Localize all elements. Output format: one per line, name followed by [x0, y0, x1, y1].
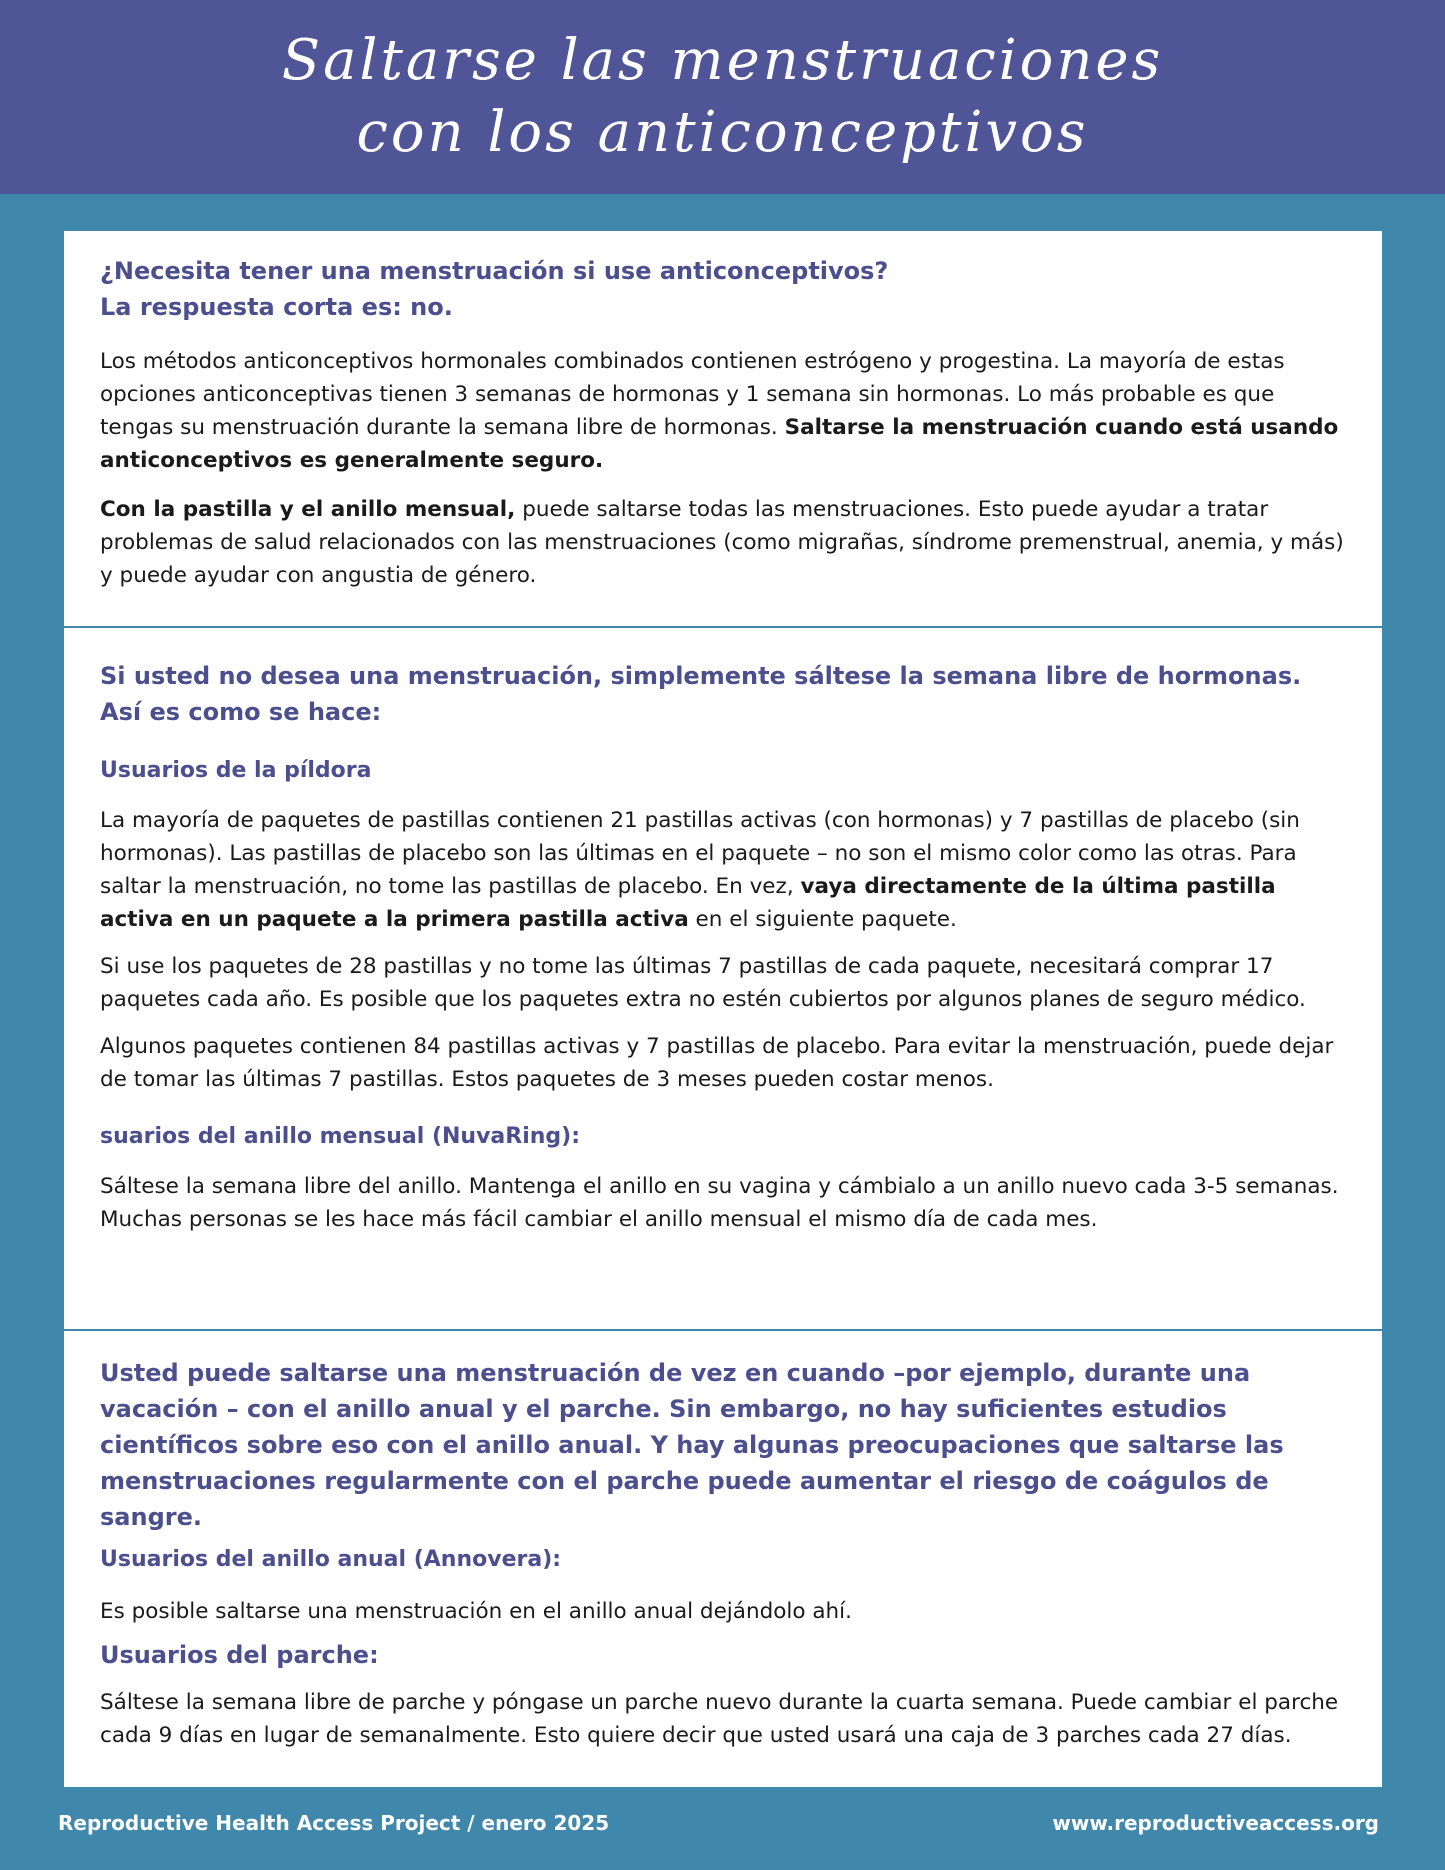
- section-card-occasional: [64, 1331, 1382, 1787]
- page-footer: [58, 1805, 1379, 1841]
- ring-users-heading: suarios del anillo mensual (NuvaRing):: [100, 1124, 581, 1149]
- section-1-paragraph-1-bold: Saltarse la menstruación cuando está usando anticonceptivos es generalmente seguro.: [100, 415, 1339, 473]
- section-1-paragraph-2: [100, 493, 1346, 592]
- section-3-heading: Usted puede saltarse una menstruación de vez en cuando –por ejemplo, durante una vacación – con el anillo anual y el parche. Sin embargo, no hay suficientes estudios científicos sobre eso con el anillo anual. Y hay algunas preocupaciones que saltarse las menstruaciones regularmente con el parche puede aumentar el riesgo de coágulos de sangre.: [100, 1359, 1284, 1531]
- pill-users-heading: Usuarios de la píldora: [100, 758, 372, 783]
- pill-paragraph-3: Algunos paquetes contienen 84 pastillas activas y 7 pastillas de placebo. Para evitar la menstruación, puede dejar de tomar las últimas 7 pastillas. Estos paquetes de 3 meses pueden costar menos.: [100, 1034, 1334, 1092]
- section-1-paragraph-1: [100, 345, 1346, 477]
- pill-paragraph-1-text-b: en el siguiente paquete.: [695, 907, 957, 932]
- pill-paragraph-1: [100, 804, 1346, 936]
- patch-paragraph: Sáltese la semana libre de parche y póngase un parche nuevo durante la cuarta semana. Puede cambiar el parche cada 9 días en lugar de semanalmente. Esto quiere decir que usted usará una caja de 3 parches cada 27 días.: [100, 1690, 1339, 1748]
- section-1-heading-line-1: ¿Necesita tener una menstruación si use anticonceptivos?: [100, 257, 889, 285]
- annual-ring-heading: Usuarios del anillo anual (Annovera):: [100, 1547, 562, 1572]
- section-1-paragraph-2-text: puede saltarse todas las menstruaciones. Esto puede ayudar a tratar problemas de salud relacionados con las menstruaciones (como migrañas, síndrome premenstrual, anemia, y más) y puede ayudar con angustia de género.: [100, 497, 1344, 588]
- pill-paragraph-1-text-a: La mayoría de paquetes de pastillas contienen 21 pastillas activas (con hormonas) y 7 pastillas de placebo (sin hormonas). Las pastillas de placebo son las últimas en el paquete – no son el mismo color como las otras. Para saltar la menstruación, no tome las pastillas de placebo. En vez,: [100, 808, 1300, 899]
- section-1-paragraph-2-bold: Con la pastilla y el anillo mensual,: [100, 497, 516, 522]
- section-1-heading-line-2: La respuesta corta es: no.: [100, 293, 453, 321]
- section-card-intro: [64, 231, 1382, 626]
- patch-users-heading: Usuarios del parche:: [100, 1641, 379, 1669]
- annual-ring-paragraph: Es posible saltarse una menstruación en el anillo anual dejándolo ahí.: [100, 1599, 852, 1624]
- footer-website-link[interactable]: www.reproductiveaccess.org: [1052, 1811, 1379, 1835]
- page-title-line-1: Saltarse las menstruaciones: [281, 28, 1164, 93]
- page-title-line-2: con los anticonceptivos: [356, 100, 1089, 165]
- page-header: [0, 0, 1445, 194]
- footer-organization-date: Reproductive Health Access Project / enero 2025: [58, 1811, 610, 1835]
- pill-paragraph-2: Si use los paquetes de 28 pastillas y no tome las últimas 7 pastillas de cada paquete, necesitará comprar 17 paquetes cada año. Es posible que los paquetes extra no estén cubiertos por algunos planes de seguro médico.: [100, 954, 1306, 1012]
- section-1-heading: [100, 253, 1346, 325]
- pill-paragraph-1-bold: vaya directamente de la última pastilla activa en un paquete a la primera pastilla activa: [100, 874, 1276, 932]
- section-card-how-to: [64, 628, 1382, 1329]
- ring-paragraph: Sáltese la semana libre del anillo. Mantenga el anillo en su vagina y cámbialo a un anillo nuevo cada 3-5 semanas. Muchas personas se les hace más fácil cambiar el anillo mensual el mismo día de cada mes.: [100, 1174, 1339, 1232]
- section-1-paragraph-1-text: Los métodos anticonceptivos hormonales combinados contienen estrógeno y progestina. La mayoría de estas opciones anticonceptivas tienen 3 semanas de hormonas y 1 semana sin hormonas. Lo más probable es que tengas su menstruación durante la semana libre de hormonas.: [100, 349, 1285, 440]
- section-2-heading: Si usted no desea una menstruación, simplemente sáltese la semana libre de hormonas. Así es como se hace:: [100, 662, 1302, 726]
